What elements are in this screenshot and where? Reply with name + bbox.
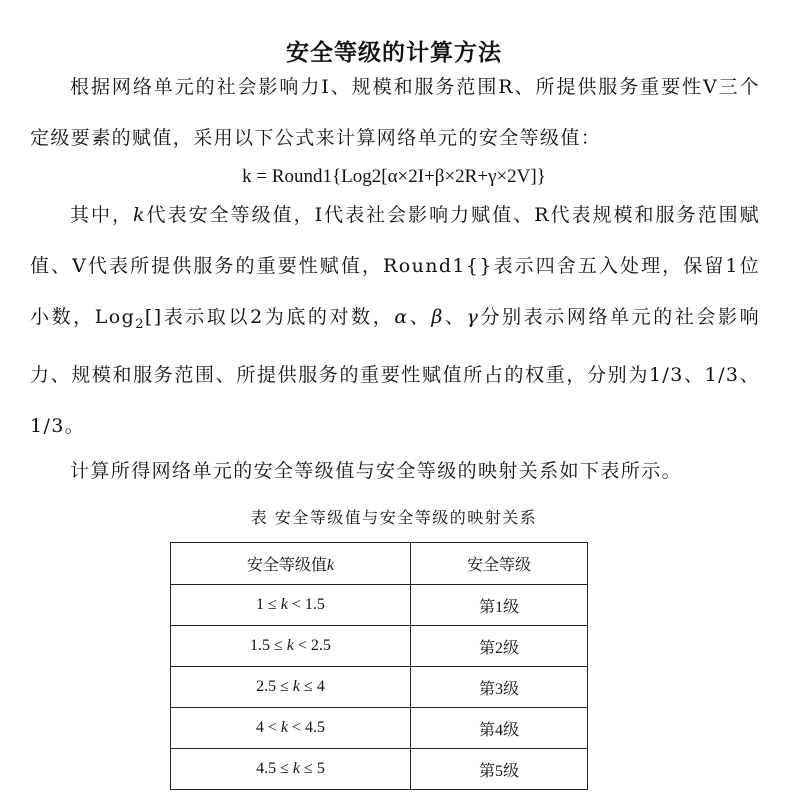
header-level: 安全等级 xyxy=(410,543,587,585)
range-upper: < 2.5 xyxy=(293,637,331,654)
separator-1: 、 xyxy=(408,306,432,328)
level-cell: 第2级 xyxy=(410,626,587,667)
level-cell: 第5级 xyxy=(410,749,587,790)
range-cell xyxy=(171,708,411,749)
range-upper: ≤ 4 xyxy=(300,678,325,695)
range-cell xyxy=(171,585,411,626)
range-upper: < 1.5 xyxy=(287,596,325,613)
table-header-row xyxy=(171,543,588,585)
range-upper: < 4.5 xyxy=(288,719,326,736)
separator-2: 、 xyxy=(443,306,467,328)
range-lower: 4.5 ≤ xyxy=(256,760,293,777)
paragraph-mapping: 计算所得网络单元的安全等级值与安全等级的映射关系如下表所示。 xyxy=(70,460,683,482)
range-lower: 1.5 ≤ xyxy=(250,637,287,654)
table-caption: 表 安全等级值与安全等级的映射关系 xyxy=(250,508,538,527)
k-symbol: k xyxy=(133,204,146,226)
alpha-symbol: α xyxy=(394,306,409,328)
level-cell: 第4级 xyxy=(410,708,587,749)
header-value-label: 安全等级值 xyxy=(246,557,327,574)
range-lower: 4 < xyxy=(255,719,281,736)
table-row xyxy=(171,708,588,749)
table-row xyxy=(171,667,588,708)
range-lower: 2.5 ≤ xyxy=(256,678,293,695)
range-k-symbol: k xyxy=(292,678,301,695)
range-lower: 1 ≤ xyxy=(256,596,281,613)
explanation-prefix: 其中， xyxy=(70,204,134,226)
paragraph-intro: 根据网络单元的社会影响力I、规模和服务范围R、所提供服务重要性V三个定级要素的赋值，采用以下公式来计算网络单元的安全等级值： xyxy=(30,76,760,149)
range-k-symbol: k xyxy=(292,760,301,777)
range-cell xyxy=(171,626,411,667)
header-value xyxy=(171,543,411,585)
header-k-symbol: k xyxy=(326,557,335,574)
page-title: 安全等级的计算方法 xyxy=(286,40,502,66)
paragraph-explanation xyxy=(30,190,760,452)
table-row xyxy=(171,626,588,667)
log-subscript: 2 xyxy=(135,316,145,332)
range-cell xyxy=(171,749,411,790)
range-cell xyxy=(171,667,411,708)
beta-symbol: β xyxy=(431,306,444,328)
explanation-text-2: []表示取以2为底的对数， xyxy=(144,306,395,328)
explanation-text-1: 代表安全等级值，I代表社会影响力赋值、R代表规模和服务范围赋值、V代表所提供服务的重要性赋值，Round1{}表示四舍五入处理，保留1位小数，Log xyxy=(30,204,760,328)
gamma-symbol: γ xyxy=(466,306,480,328)
range-k-symbol: k xyxy=(280,719,289,736)
range-k-symbol: k xyxy=(286,637,294,654)
level-cell: 第3级 xyxy=(410,667,587,708)
formula: k = Round1{Log2[α×2I+β×2R+γ×2V]} xyxy=(242,166,546,187)
mapping-table xyxy=(170,542,588,790)
table-row xyxy=(171,749,588,790)
explanation-text-3: 分别表示网络单元的社会影响力、规模和服务范围、所提供服务的重要性赋值所占的权重，分别为1/3、1/3、1/3。 xyxy=(30,306,761,437)
table-row xyxy=(171,585,588,626)
range-upper: ≤ 5 xyxy=(300,760,325,777)
range-k-symbol: k xyxy=(280,596,288,613)
level-cell: 第1级 xyxy=(410,585,587,626)
